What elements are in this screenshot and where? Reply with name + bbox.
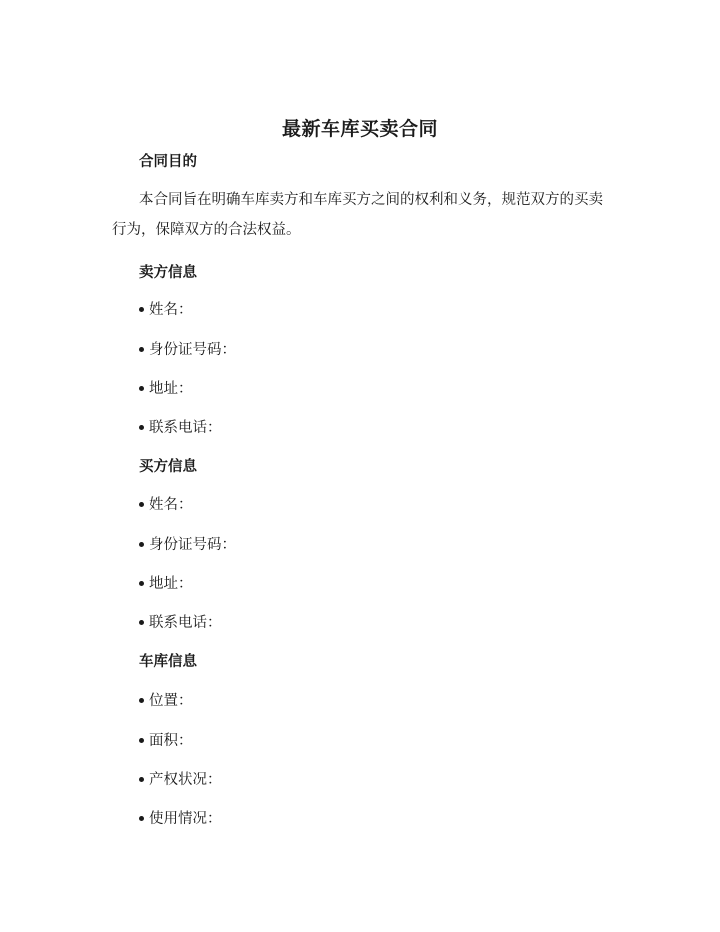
seller-item-id-number — [139, 338, 236, 359]
list-item-label: 联系电话： — [149, 420, 222, 436]
buyer-item-id-number — [139, 533, 236, 554]
bullet-icon — [139, 386, 144, 391]
purpose-paragraph: 本合同旨在明确车库卖方和车库买方之间的权利和义务，规范双方的买卖行为，保障双方的合法权益。 — [112, 192, 603, 238]
seller-item-address — [139, 377, 193, 398]
buyer-item-phone — [139, 611, 222, 632]
bullet-icon — [139, 425, 144, 430]
bullet-icon — [139, 816, 144, 821]
garage-item-usage — [139, 807, 222, 828]
list-item-label: 地址： — [149, 576, 193, 592]
bullet-icon — [139, 307, 144, 312]
section-heading-buyer: 买方信息 — [139, 458, 197, 475]
document-title: 最新车库买卖合同 — [281, 118, 438, 140]
section-heading-purpose: 合同目的 — [139, 153, 197, 170]
bullet-icon — [139, 347, 144, 352]
list-item-label: 身份证号码： — [149, 342, 236, 358]
list-item-label: 地址： — [149, 381, 193, 397]
section-heading-seller: 卖方信息 — [139, 264, 197, 281]
list-item-label: 身份证号码： — [149, 537, 236, 553]
garage-item-location — [139, 689, 193, 710]
bullet-icon — [139, 698, 144, 703]
seller-item-name — [139, 298, 193, 319]
bullet-icon — [139, 581, 144, 586]
bullet-icon — [139, 620, 144, 625]
list-item-label: 产权状况： — [149, 772, 222, 788]
list-item-label: 位置： — [149, 693, 193, 709]
buyer-item-name — [139, 493, 193, 514]
garage-item-ownership — [139, 768, 222, 789]
list-item-label: 面积： — [149, 733, 193, 749]
bullet-icon — [139, 502, 144, 507]
list-item-label: 姓名： — [149, 497, 193, 513]
buyer-item-address — [139, 572, 193, 593]
bullet-icon — [139, 777, 144, 782]
list-item-label: 联系电话： — [149, 615, 222, 631]
garage-item-area — [139, 729, 193, 750]
list-item-label: 使用情况： — [149, 811, 222, 827]
bullet-icon — [139, 542, 144, 547]
section-heading-garage: 车库信息 — [139, 653, 197, 670]
bullet-icon — [139, 738, 144, 743]
seller-item-phone — [139, 416, 222, 437]
list-item-label: 姓名： — [149, 302, 193, 318]
